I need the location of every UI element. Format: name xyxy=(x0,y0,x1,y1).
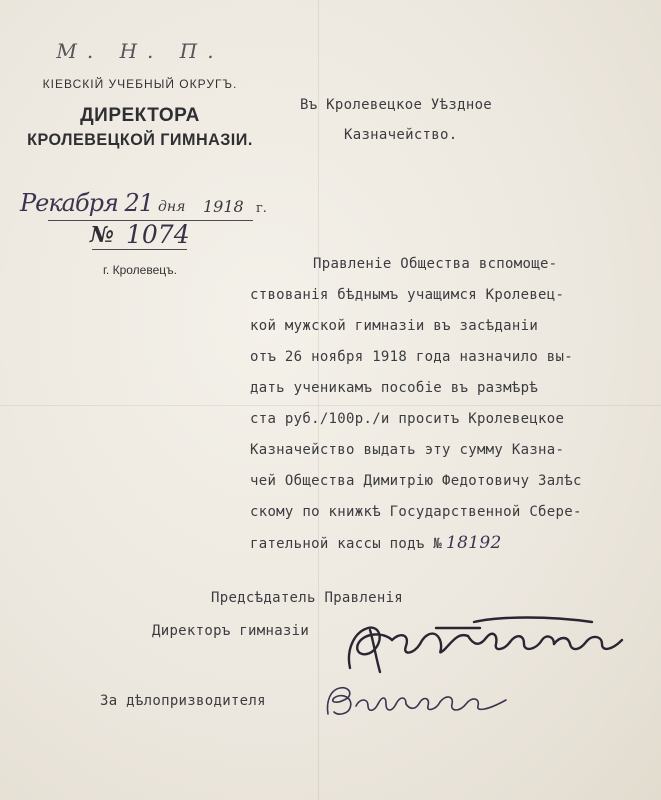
letter-body xyxy=(250,249,650,559)
letterhead-title-line2: КРОЛЕВЕЦКОЙ ГИМНАЗІИ. xyxy=(27,130,253,149)
chair-label: Предсѣдатель Правленія xyxy=(211,590,404,606)
body-line: Казначейство выдать эту сумму Казна- xyxy=(250,442,565,458)
body-line: отъ 26 ноября 1918 года назначило вы- xyxy=(250,349,573,365)
document-number xyxy=(90,222,200,256)
body-line: дать ученикамъ пособіе въ размѣрѣ xyxy=(250,380,539,396)
body-line: чей Общества Димитрію Федотовичу Залѣс xyxy=(250,473,582,489)
letterhead-district: КІЕВСКІЙ УЧЕБНЫЙ ОКРУГЪ. xyxy=(42,77,238,91)
body-line: ствованія бѣднымъ учащимся Кролевец- xyxy=(250,287,565,303)
letterhead-monogram: М. Н. П. xyxy=(56,39,224,63)
director-signature xyxy=(340,610,640,680)
signature-block xyxy=(0,590,661,730)
addressee xyxy=(300,90,492,150)
body-line: скому по книжкѣ Государственной Сбере- xyxy=(250,504,582,520)
passbook-number: 18192 xyxy=(446,533,502,553)
addressee-line2: Казначейство. xyxy=(344,127,458,143)
secretary-label: За дѣлопризводителя xyxy=(100,693,266,709)
letterhead-stamp xyxy=(20,38,260,152)
letterhead-title-line1: ДИРЕКТОРА xyxy=(80,105,200,126)
body-last-line-text: гательной кассы подъ № xyxy=(250,536,443,552)
number-underline xyxy=(92,249,187,250)
addressee-line1: Въ Кролевецкое Уѣздное xyxy=(300,97,493,113)
date-year-suffix: г. xyxy=(256,201,267,216)
city-name: г. Кролевецъ. xyxy=(103,263,177,277)
body-line: ста руб./100р./и проситъ Кролевецкое xyxy=(250,411,565,427)
secretary-signature xyxy=(320,682,520,722)
director-label: Директоръ гимназіи xyxy=(152,623,310,639)
number-label: № xyxy=(90,222,114,248)
date-handwritten: Рекабря 21 xyxy=(20,189,154,217)
number-value: 1074 xyxy=(126,220,190,249)
date-printed-day: дня xyxy=(158,199,186,215)
body-line: Правленіе Общества вспомоще- xyxy=(313,256,558,272)
body-line: кой мужской гимназіи въ засѣданіи xyxy=(250,318,539,334)
date-year: 1918 xyxy=(203,197,244,216)
body-line-last xyxy=(250,528,650,559)
